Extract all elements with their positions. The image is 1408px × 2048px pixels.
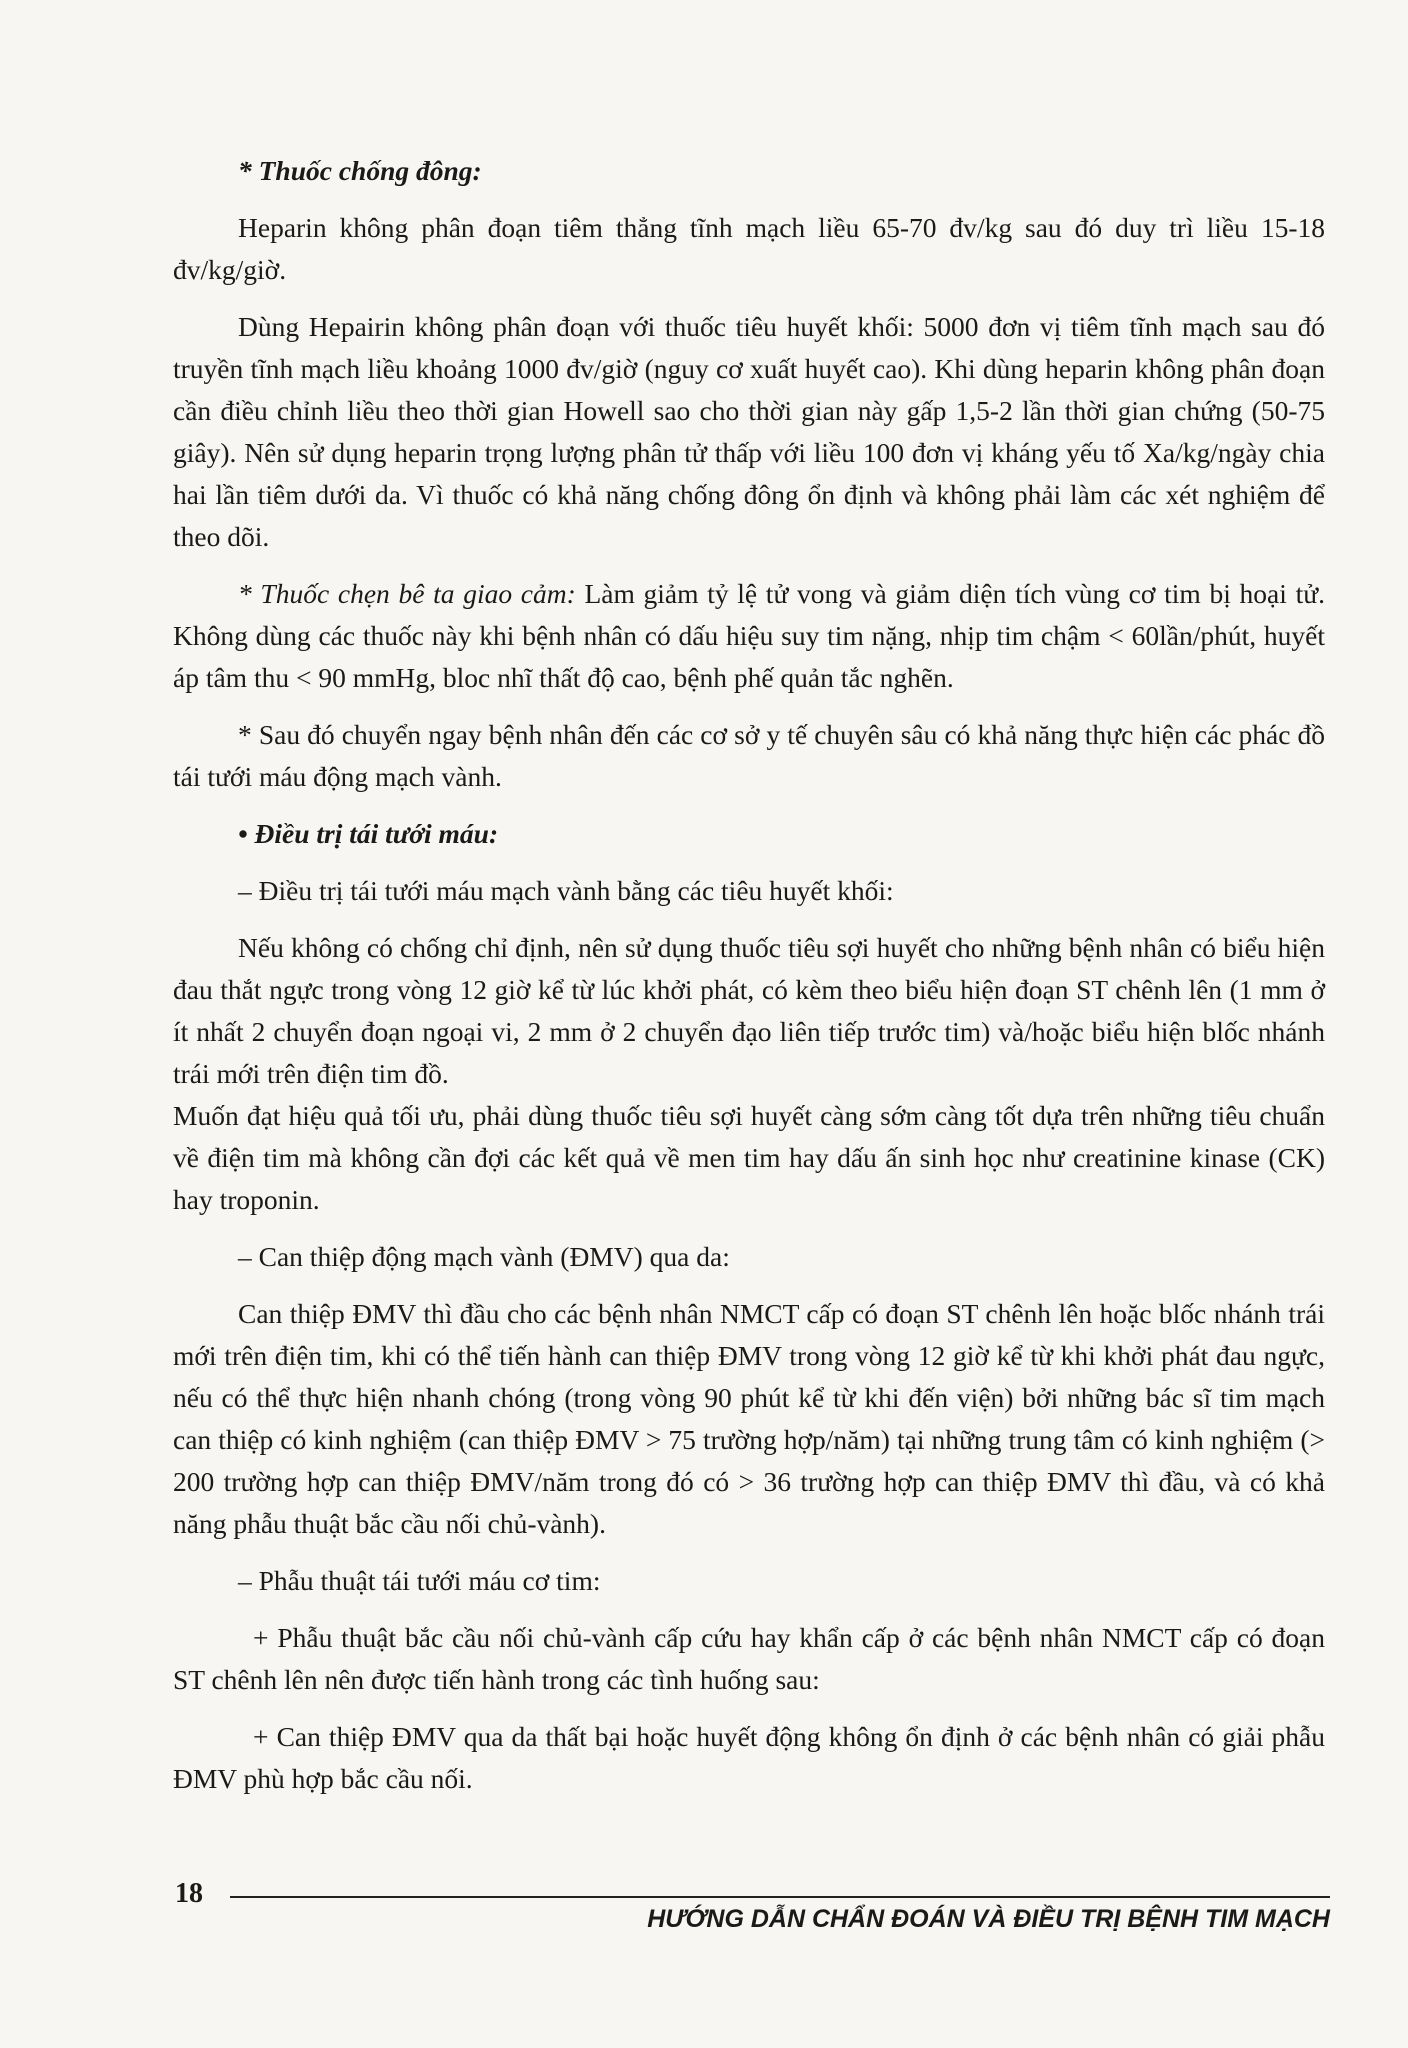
paragraph: Can thiệp ĐMV thì đầu cho các bệnh nhân NMCT cấp có đoạn ST chênh lên hoặc blốc nhánh trái mới trên điện tim, khi có thể tiến hành can thiệp ĐMV trong vòng 12 giờ kể từ khi khởi phát đau ngực, nếu có thể thực hiện nhanh chóng (trong vòng 90 phút kể từ khi đến viện) bởi những bác sĩ tim mạch can thiệp có kinh nghiệm (can thiệp ĐMV > 75 trường hợp/năm) tại những trung tâm có kinh nghiệm (> 200 trường hợp can thiệp ĐMV/năm trong đó có > 36 trường hợp can thiệp ĐMV thì đầu, và có khả năng phẫu thuật bắc cầu nối chủ-vành). — [173, 1298, 1325, 1539]
section-heading-anticoagulant: * Thuốc chống đông: — [238, 155, 482, 186]
paragraph: Nếu không có chống chỉ định, nên sử dụng thuốc tiêu sợi huyết cho những bệnh nhân có biểu hiện đau thắt ngực trong vòng 12 giờ kể từ lúc khởi phát, có kèm theo biểu hiện đoạn ST chênh lên (1 mm ở ít nhất 2 chuyển đoạn ngoại vi, 2 mm ở 2 chuyển đạo liên tiếp trước tim) và/hoặc biểu hiện blốc nhánh trái mới trên điện tim đồ. — [173, 932, 1325, 1089]
page-number: 18 — [175, 1878, 203, 1909]
paragraph: Dùng Hepairin không phân đoạn với thuốc tiêu huyết khối: 5000 đơn vị tiêm tĩnh mạch sau đó truyền tĩnh mạch liều khoảng 1000 đv/giờ (nguy cơ xuất huyết cao). Khi dùng heparin không phân đoạn cần điều chỉnh liều theo thời gian Howell sao cho thời gian này gấp 1,5-2 lần thời gian chứng (50-75 giây). Nên sử dụng heparin trọng lượng phân tử thấp với liều 100 đơn vị kháng yếu tố Xa/kg/ngày chia hai lần tiêm dưới da. Vì thuốc có khả năng chống đông ổn định và không phải làm các xét nghiệm để theo dõi. — [173, 311, 1325, 552]
paragraph-beta-blocker — [173, 573, 1325, 699]
body-text — [173, 150, 1325, 1815]
paragraph: Heparin không phân đoạn tiêm thẳng tĩnh mạch liều 65-70 đv/kg sau đó duy trì liều 15-18 đv/kg/giờ. — [173, 212, 1325, 285]
list-item-dash: – Phẫu thuật tái tưới máu cơ tim: — [238, 1565, 601, 1596]
paragraph: Muốn đạt hiệu quả tối ưu, phải dùng thuốc tiêu sợi huyết càng sớm càng tốt dựa trên những tiêu chuẩn về điện tim mà không cần đợi các kết quả về men tim hay dấu ấn sinh học như creatinine kinase (CK) hay troponin. — [173, 1100, 1325, 1215]
inline-italic-lead: * Thuốc chẹn bê ta giao cảm: — [238, 578, 576, 609]
paragraph-text: Làm giảm tỷ lệ tử vong và giảm diện tích vùng cơ tim bị hoại tử. Không dùng các thuốc này khi bệnh nhân có dấu hiệu suy tim nặng, nhịp tim chậm < 60lần/phút, huyết áp tâm thu < 90 mmHg, bloc nhĩ thất độ cao, bệnh phế quản tắc nghẽn. — [173, 578, 1326, 693]
list-item-plus: + Phẫu thuật bắc cầu nối chủ-vành cấp cứu hay khẩn cấp ở các bệnh nhân NMCT cấp có đoạn ST chênh lên nên được tiến hành trong các tình huống sau: — [173, 1622, 1325, 1695]
section-heading-reperfusion: • Điều trị tái tưới máu: — [238, 818, 499, 849]
page-footer — [175, 1878, 1330, 1933]
list-item-dash: – Điều trị tái tưới máu mạch vành bằng các tiêu huyết khối: — [238, 875, 894, 906]
paragraph: * Sau đó chuyển ngay bệnh nhân đến các cơ sở y tế chuyên sâu có khả năng thực hiện các phác đồ tái tưới máu động mạch vành. — [173, 719, 1325, 792]
list-item-plus: + Can thiệp ĐMV qua da thất bại hoặc huyết động không ổn định ở các bệnh nhân có giải phẫu ĐMV phù hợp bắc cầu nối. — [173, 1721, 1325, 1794]
list-item-dash: – Can thiệp động mạch vành (ĐMV) qua da: — [238, 1241, 730, 1272]
running-title: HƯỚNG DẪN CHẨN ĐOÁN VÀ ĐIỀU TRỊ BỆNH TIM MẠCH — [647, 1905, 1330, 1933]
footer-divider — [230, 1896, 1330, 1898]
